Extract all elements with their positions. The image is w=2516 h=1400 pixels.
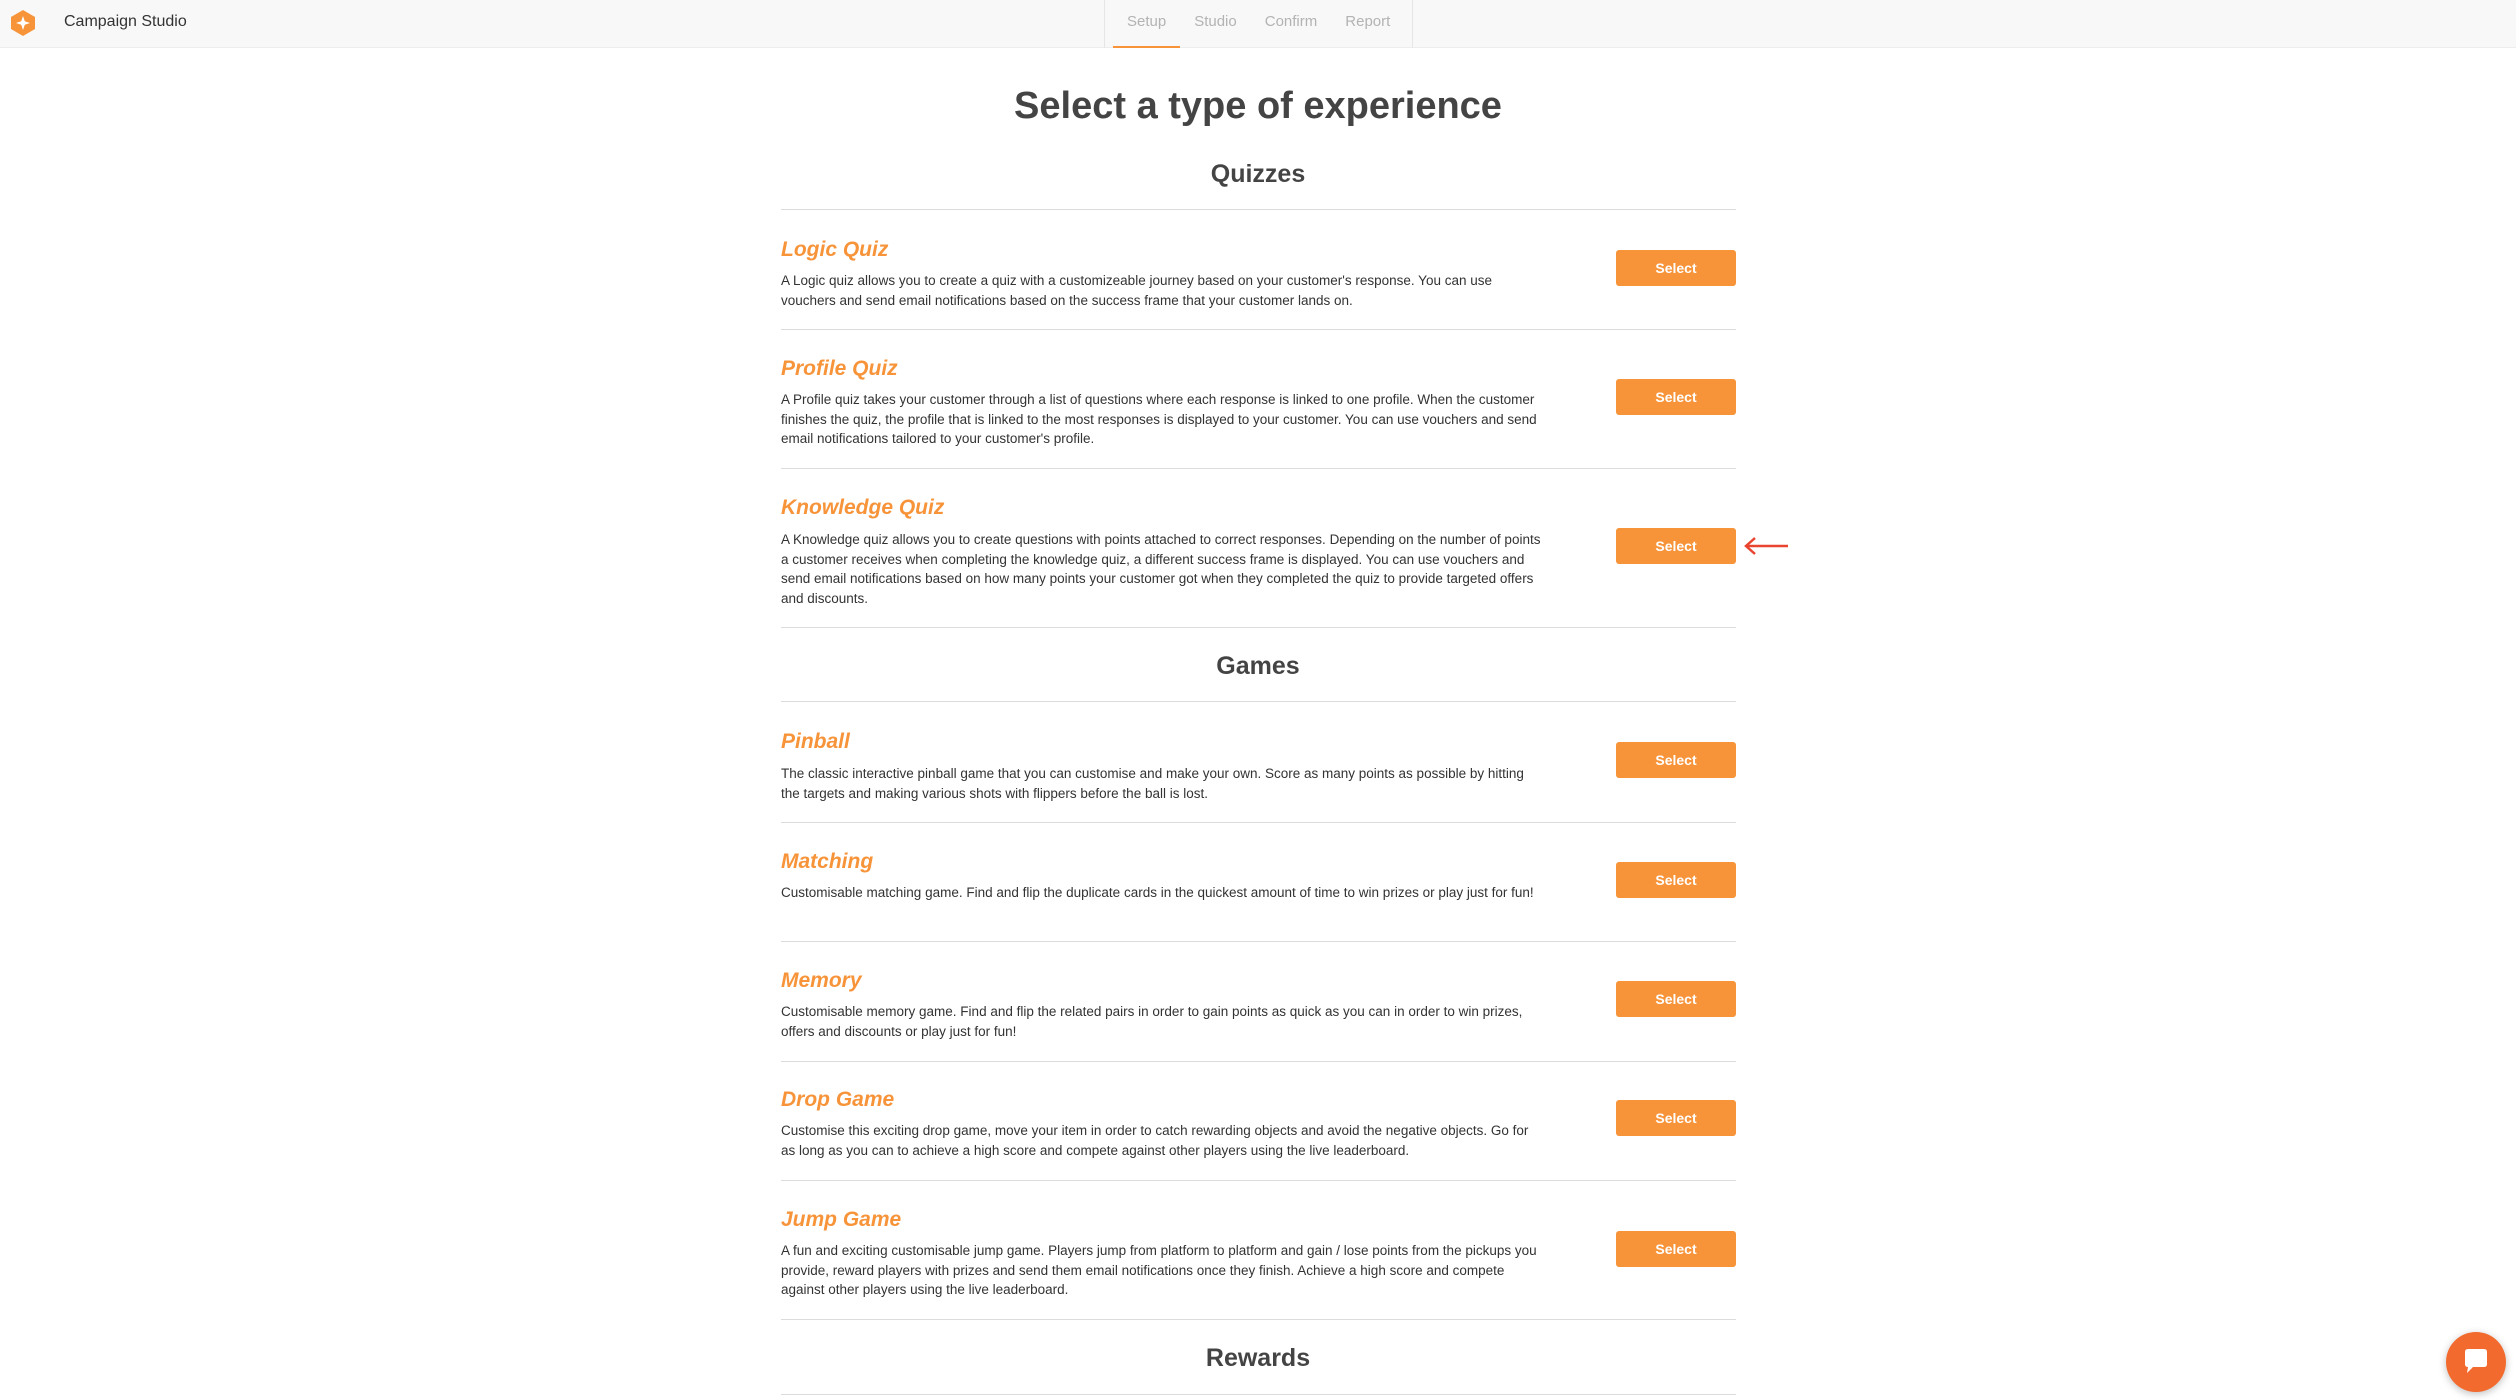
item-title-jump-game: Jump Game bbox=[781, 1208, 902, 1231]
divider bbox=[781, 822, 1736, 823]
item-desc-memory: Customisable memory game. Find and flip the related pairs in order to gain points as quick as you can in order to win prizes, offers and discounts or play just for fun! bbox=[781, 1004, 1523, 1039]
item-desc-drop-game: Customise this exciting drop game, move your item in order to catch rewarding objects and avoid the negative objects. Go for as long as you can to achieve a high score and compete against other players using the live leaderboard. bbox=[781, 1123, 1529, 1158]
item-desc-knowledge-quiz: A Knowledge quiz allows you to create questions with points attached to correct responses. Depending on the number of points a customer receives when completing the knowledge quiz, a different success frame is displayed. You can use vouchers and send email notifications based on how many points your customer got when they completed the quiz to provide targeted offers and discounts. bbox=[781, 532, 1541, 607]
left-arrow-icon bbox=[1742, 536, 1790, 556]
divider bbox=[781, 627, 1736, 628]
select-button-pinball[interactable]: Select bbox=[1616, 742, 1736, 778]
section-heading-games: Games bbox=[1216, 652, 1300, 680]
item-title-memory: Memory bbox=[781, 969, 862, 992]
section-heading-quizzes: Quizzes bbox=[1210, 160, 1306, 188]
divider bbox=[781, 1394, 1736, 1395]
divider bbox=[781, 468, 1736, 469]
tab-setup[interactable]: Setup bbox=[1113, 0, 1180, 48]
page-title: Select a type of experience bbox=[1014, 85, 1502, 127]
item-title-pinball: Pinball bbox=[781, 730, 850, 753]
select-button-jump-game[interactable]: Select bbox=[1616, 1231, 1736, 1267]
select-button-drop-game[interactable]: Select bbox=[1616, 1100, 1736, 1136]
divider bbox=[781, 1180, 1736, 1181]
item-desc-matching: Customisable matching game. Find and flip the duplicate cards in the quickest amount of time to win prizes or play just for fun! bbox=[781, 885, 1534, 900]
item-title-knowledge-quiz: Knowledge Quiz bbox=[781, 496, 945, 519]
select-button-profile-quiz[interactable]: Select bbox=[1616, 379, 1736, 415]
top-bar bbox=[0, 0, 2516, 48]
app-title: Campaign Studio bbox=[64, 13, 187, 30]
item-title-logic-quiz: Logic Quiz bbox=[781, 238, 889, 261]
select-button-logic-quiz[interactable]: Select bbox=[1616, 250, 1736, 286]
item-title-profile-quiz: Profile Quiz bbox=[781, 357, 898, 380]
divider bbox=[781, 1319, 1736, 1320]
step-tabs bbox=[1104, 0, 1413, 48]
divider bbox=[781, 1061, 1736, 1062]
select-button-knowledge-quiz[interactable]: Select bbox=[1616, 528, 1736, 564]
divider bbox=[781, 209, 1736, 210]
campaign-studio-logo-icon[interactable] bbox=[8, 8, 38, 38]
item-desc-profile-quiz: A Profile quiz takes your customer through a list of questions where each response is linked to one profile. When the customer finishes the quiz, the profile that is linked to the most responses is displayed to your customer. You can use vouchers and send email notifications tailored to your customer's profile. bbox=[781, 392, 1537, 447]
tab-confirm[interactable]: Confirm bbox=[1264, 13, 1318, 30]
item-title-matching: Matching bbox=[781, 850, 874, 873]
select-button-memory[interactable]: Select bbox=[1616, 981, 1736, 1017]
tab-report[interactable]: Report bbox=[1345, 13, 1391, 30]
divider bbox=[781, 329, 1736, 330]
select-button-matching[interactable]: Select bbox=[1616, 862, 1736, 898]
divider bbox=[781, 941, 1736, 942]
section-heading-rewards: Rewards bbox=[1205, 1344, 1311, 1372]
chat-bubble-icon bbox=[2446, 1332, 2506, 1392]
chat-button[interactable] bbox=[2446, 1332, 2506, 1392]
item-desc-logic-quiz: A Logic quiz allows you to create a quiz with a customizeable journey based on your customer's response. You can use vouchers and send email notifications based on the success frame that your customer lands on. bbox=[781, 273, 1492, 308]
divider bbox=[781, 701, 1736, 702]
item-title-drop-game: Drop Game bbox=[781, 1088, 895, 1111]
item-desc-jump-game: A fun and exciting customisable jump game. Players jump from platform to platform and gain / lose points from the pickups you provide, reward players with prizes and send them email notifications once they finish. Achieve a high score and compete against other players using the live leaderboard. bbox=[781, 1243, 1537, 1298]
tab-studio[interactable]: Studio bbox=[1194, 13, 1237, 30]
item-desc-pinball: The classic interactive pinball game that you can customise and make your own. Score as many points as possible by hitting the targets and making various shots with flippers before the ball is lost. bbox=[781, 766, 1524, 801]
